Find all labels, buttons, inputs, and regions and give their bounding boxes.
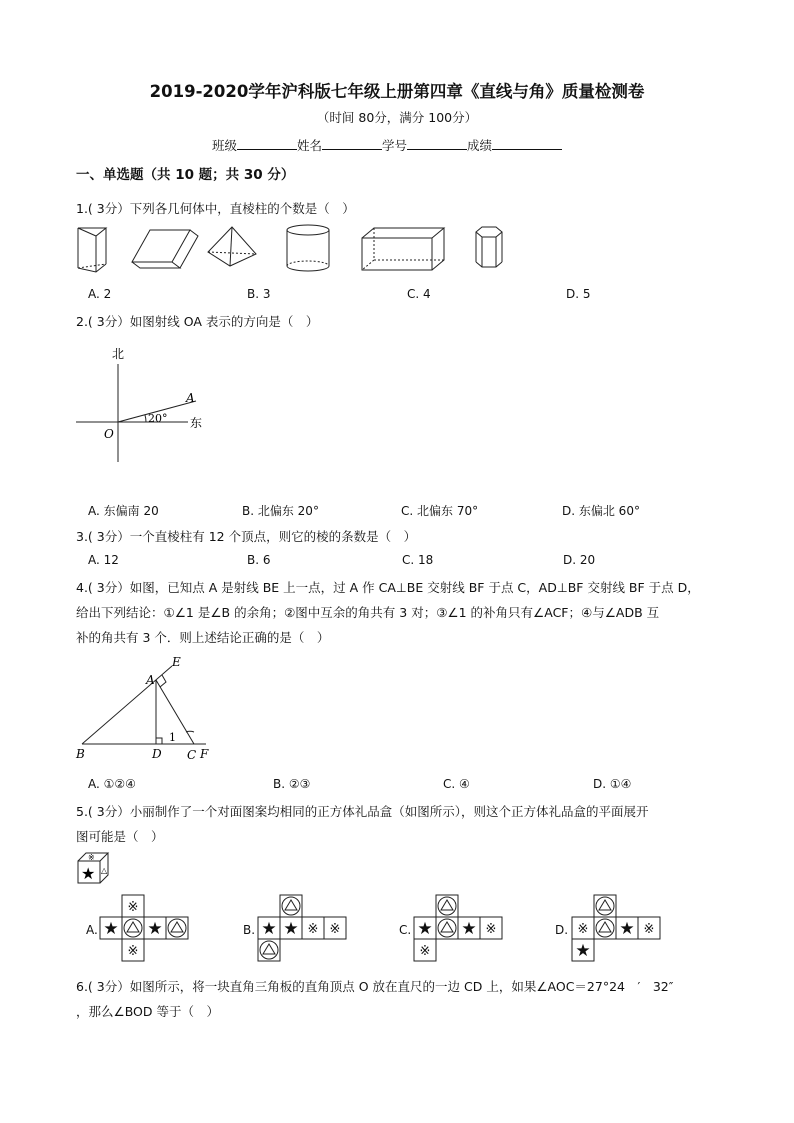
score-label: 成绩 <box>467 138 493 153</box>
question-5-stem-line-2: 图可能是（ ） <box>76 829 164 844</box>
point-a-label: A <box>186 391 195 405</box>
triangle-circle-icon <box>441 922 453 932</box>
star-icon: ★ <box>575 941 591 961</box>
cross-pattern-icon: ※ <box>329 922 341 937</box>
star-icon: ★ <box>283 919 299 939</box>
net-face <box>594 895 616 917</box>
angle-label: 20° <box>148 412 168 425</box>
net-face <box>594 917 616 939</box>
q1-option-b[interactable]: B. 3 <box>247 287 271 301</box>
cross-pattern-icon: ※ <box>88 853 95 862</box>
q1-option-d[interactable]: D. 5 <box>566 287 591 301</box>
q5-option-b-label[interactable]: B. <box>243 923 256 937</box>
question-2-stem: 2.( 3分）如图射线 OA 表示的方向是（ ） <box>76 314 319 329</box>
cross-pattern-icon: ※ <box>643 922 655 937</box>
question-4-stem-line-2: 给出下列结论：①∠1 是∠B 的余角；②图中互余的角共有 3 对；③∠1 的补角只有∠ACF；④与∠ADB 互 <box>76 605 660 620</box>
net-face <box>280 895 302 917</box>
star-icon: ★ <box>147 919 163 939</box>
q3-option-a[interactable]: A. 12 <box>88 553 119 567</box>
triangle-circle-icon <box>127 922 139 932</box>
q4-option-b[interactable]: B. ②③ <box>273 777 311 791</box>
q1-option-a[interactable]: A. 2 <box>88 287 112 301</box>
point-a-label: A <box>146 673 155 687</box>
triangle-circle-icon: △ <box>101 866 108 875</box>
net-face <box>436 895 458 917</box>
cross-pattern-icon: ※ <box>127 944 139 959</box>
q2-option-a[interactable]: A. 东偏南 20 <box>88 504 159 518</box>
star-icon: ★ <box>81 864 96 883</box>
q5-option-c-label[interactable]: C. <box>399 923 412 937</box>
point-c-label: C <box>187 748 197 762</box>
question-5-stem-line-1: 5.( 3分）小丽制作了一个对面图案均相同的正方体礼品盒（如图所示），则这个正方体礼品盒的平面展开 <box>76 804 649 819</box>
star-icon: ★ <box>261 919 277 939</box>
point-e-label: E <box>172 655 181 669</box>
q2-option-c[interactable]: C. 北偏东 70° <box>401 504 479 518</box>
net-face <box>436 917 458 939</box>
number-label: 学号 <box>382 138 408 153</box>
angle-1-label: 1 <box>169 731 176 744</box>
cross-pattern-icon: ※ <box>577 922 589 937</box>
triangle-circle-icon <box>263 944 275 954</box>
net-face <box>258 939 280 961</box>
q2-option-d[interactable]: D. 东偏北 60° <box>562 504 640 518</box>
question-6-stem-line-2: ，那么∠BOD 等于（ ） <box>76 1004 219 1019</box>
q5-option-a-label[interactable]: A. <box>86 923 98 937</box>
q3-option-c[interactable]: C. 18 <box>402 553 434 567</box>
star-icon: ★ <box>461 919 477 939</box>
triangle-circle-icon <box>599 900 611 910</box>
origin-label: O <box>104 427 114 441</box>
star-icon: ★ <box>619 919 635 939</box>
triangle-circle-icon <box>441 900 453 910</box>
triangle-circle-icon <box>599 922 611 932</box>
star-icon: ★ <box>417 919 433 939</box>
triangle-circle-icon <box>171 922 183 932</box>
q4-option-d[interactable]: D. ①④ <box>593 777 632 791</box>
star-icon: ★ <box>103 919 119 939</box>
east-label: 东 <box>190 416 203 430</box>
q4-option-a[interactable]: A. ①②④ <box>88 777 136 791</box>
q5-option-d-label[interactable]: D. <box>555 923 569 937</box>
triangle-circle-icon <box>285 900 297 910</box>
cross-pattern-icon: ※ <box>419 944 431 959</box>
north-label: 北 <box>112 347 125 361</box>
net-face <box>122 917 144 939</box>
cross-pattern-icon: ※ <box>485 922 497 937</box>
cross-pattern-icon: ※ <box>307 922 319 937</box>
name-label: 姓名 <box>297 138 323 153</box>
q2-option-b[interactable]: B. 北偏东 20° <box>242 504 319 518</box>
page-title: 2019-2020学年沪科版七年级上册第四章《直线与角》质量检测卷 <box>149 82 645 101</box>
class-label: 班级 <box>212 138 238 153</box>
question-4-stem-line-3: 补的角共有 3 个．则上述结论正确的是（ ） <box>76 630 330 645</box>
exam-subtitle: （时间 80分，满分 100分） <box>316 110 478 125</box>
point-f-label: F <box>200 747 209 761</box>
net-face <box>166 917 188 939</box>
question-3-stem: 3.( 3分）一个直棱柱有 12 个顶点，则它的棱的条数是（ ） <box>76 529 417 544</box>
point-d-label: D <box>152 747 162 761</box>
q1-option-c[interactable]: C. 4 <box>407 287 431 301</box>
question-4-stem-line-1: 4.( 3分）如图，已知点 A 是射线 BE 上一点，过 A 作 CA⊥BE 交射线 BF 于点 C，AD⊥BF 交射线 BF 于点 D， <box>76 580 700 595</box>
cross-pattern-icon: ※ <box>127 900 139 915</box>
section-heading: 一、单选题（共 10 题；共 30 分） <box>76 167 295 183</box>
q3-option-b[interactable]: B. 6 <box>247 553 271 567</box>
question-6-stem-line-1: 6.( 3分）如图所示，将一块直角三角板的直角顶点 O 放在直尺的一边 CD 上，如果∠AOC＝27°24 ′ 32″ <box>76 979 674 994</box>
q4-option-c[interactable]: C. ④ <box>443 777 470 791</box>
question-1-stem: 1.( 3分）下列各几何体中，直棱柱的个数是（ ） <box>76 201 355 216</box>
q3-option-d[interactable]: D. 20 <box>563 553 596 567</box>
point-b-label: B <box>76 747 85 761</box>
